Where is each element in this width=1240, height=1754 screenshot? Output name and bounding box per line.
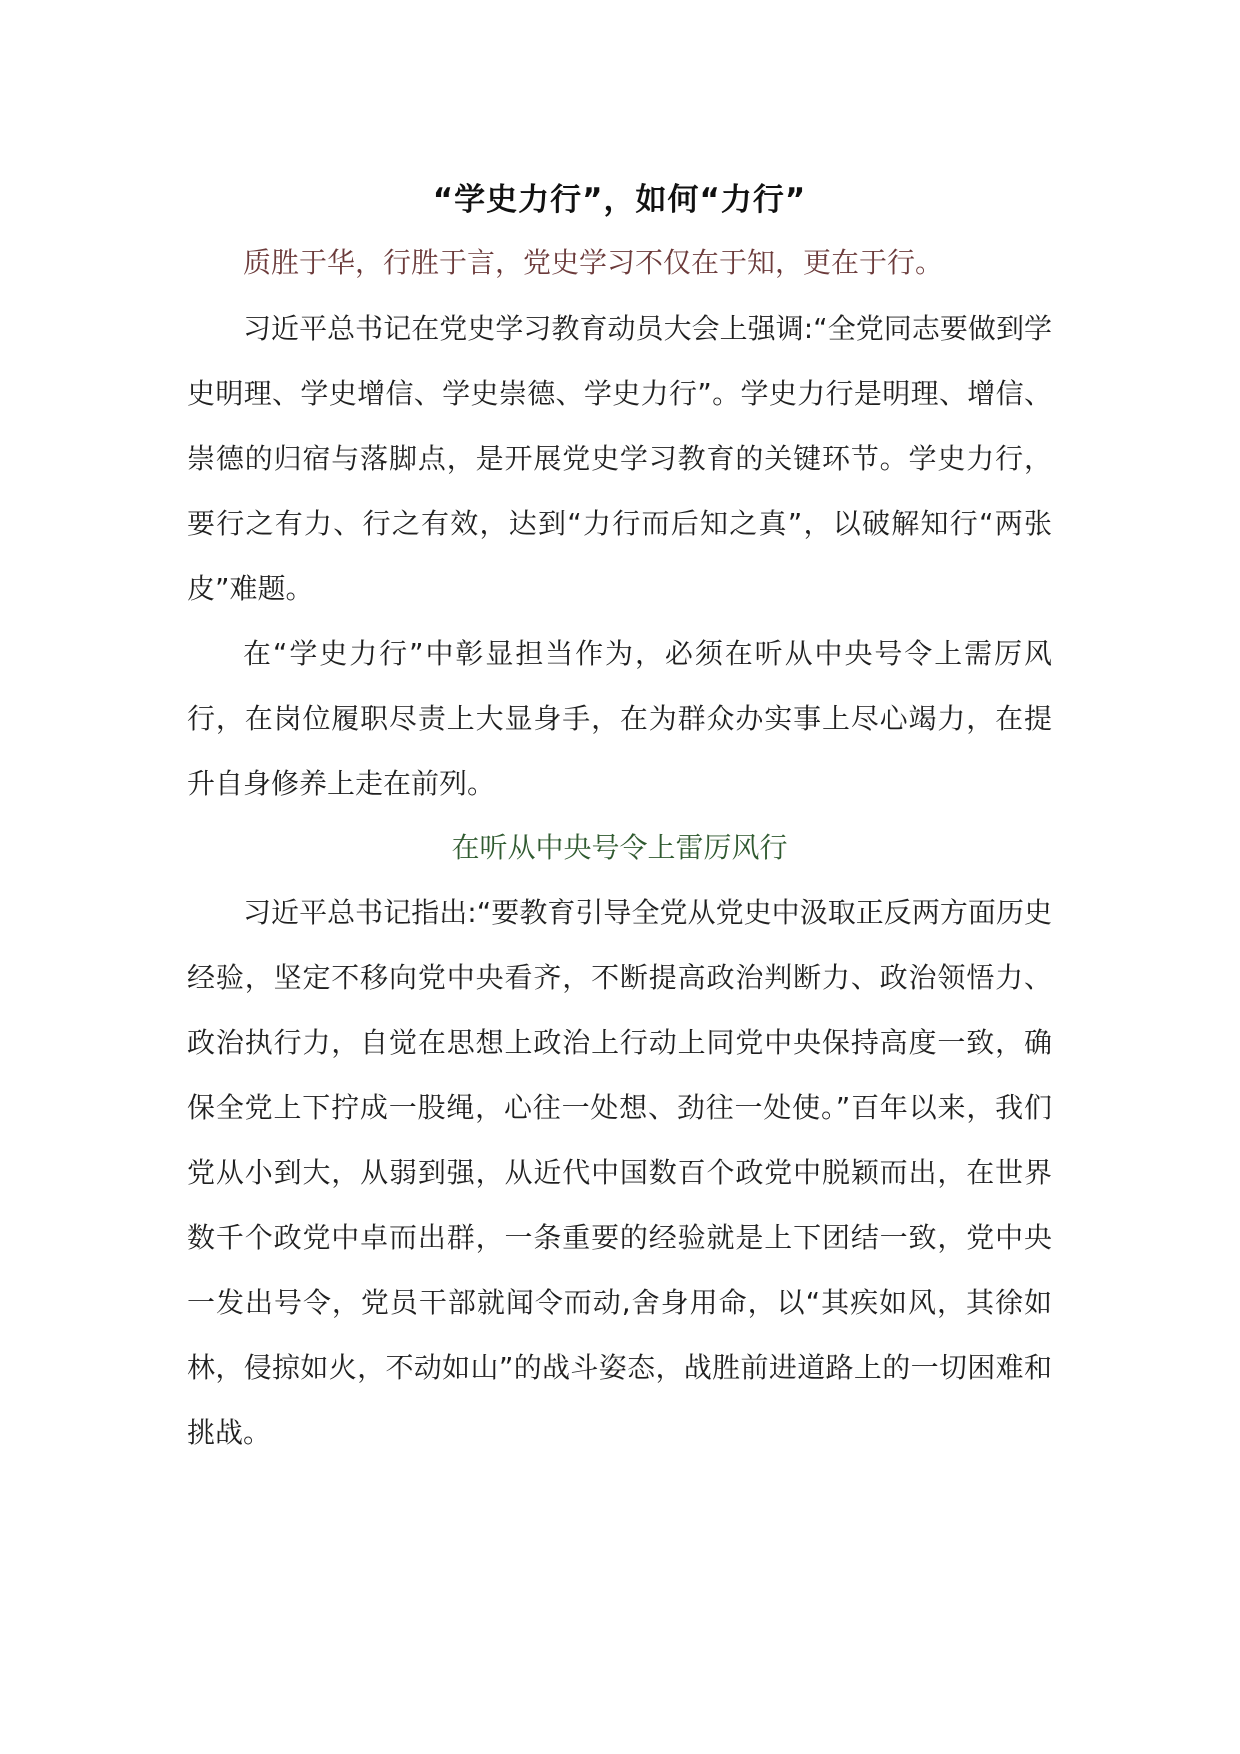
lead-sentence: 质胜于华，行胜于言，党史学习不仅在于知，更在于行。 (243, 246, 944, 279)
body-paragraph-1: 习近平总书记在党史学习教育动员大会上强调:“全党同志要做到学史明理、学史增信、学史崇德、学史力行”。学史力行是明理、增信、崇德的归宿与落脚点，是开展党史学习教育的关键环节。学史力行，要行之有力、行之有效，达到“力行而后知之真”，以破解知行“两张皮”难题。 (187, 312, 1052, 605)
body-paragraph-2: 在“学史力行”中彰显担当作为，必须在听从中央号令上需厉风行，在岗位履职尽责上大显身手，在为群众办实事上尽心竭力，在提升自身修养上走在前列。 (187, 637, 1052, 800)
document-body (187, 170, 1052, 1465)
page-title: “学史力行”，如何“力行” (432, 182, 807, 218)
body-paragraph-3: 习近平总书记指出:“要教育引导全党从党史中汲取正反两方面历史经验，坚定不移向党中央看齐，不断提高政治判断力、政治领悟力、政治执行力，自觉在思想上政治上行动上同党中央保持高度一致，确保全党上下拧成一股绳，心往一处想、劲往一处使。”百年以来，我们党从小到大，从弱到强，从近代中国数百个政党中脱颖而出，在世界数千个政党中卓而出群，一条重要的经验就是上下团结一致，党中央一发出号令，党员干部就闻令而动,舍身用命，以“其疾如风，其徐如林，侵掠如火，不动如山”的战斗姿态，战胜前进道路上的一切困难和挑战。 (187, 896, 1052, 1449)
section-heading: 在听从中央号令上雷厉风行 (451, 831, 788, 864)
